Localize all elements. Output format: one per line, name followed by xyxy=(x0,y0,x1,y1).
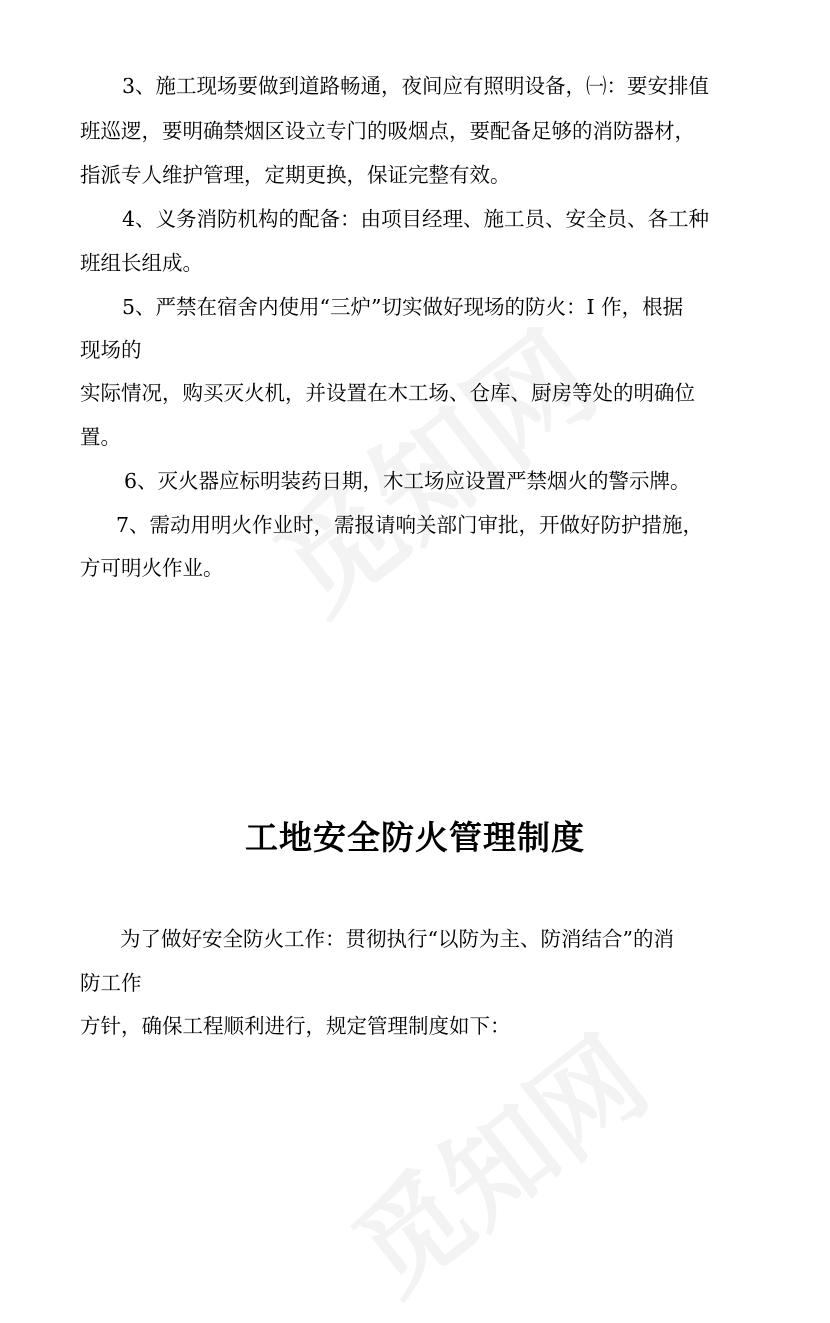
paragraph-line: 方可明火作业。 xyxy=(80,556,224,580)
paragraph-line: 实际情况，购买灭火机，并设置在木工场、仓库、厨房等处的明确位 xyxy=(80,381,695,405)
paragraph-line: 班巡逻，要明确禁烟区设立专门的吸烟点，要配备足够的消防器材， xyxy=(80,119,695,143)
paragraph-line: 防工作 xyxy=(80,971,142,995)
paragraph-line: 班组长组成。 xyxy=(80,251,203,275)
paragraph-line: 现场的 xyxy=(80,338,142,362)
paragraph-line: 5、严禁在宿舍内使用“三炉”切实做好现场的防火：I 作，根据 xyxy=(122,295,684,319)
document-title: 工地安全防火管理制度 xyxy=(245,818,585,857)
paragraph-line: 6、灭火器应标明装药日期，木工场应设置严禁烟火的警示牌。 xyxy=(124,469,691,493)
paragraph-line: 指派专人维护管理，定期更换，保证完整有效。 xyxy=(80,163,511,187)
paragraph-line: 方针，确保工程顺利进行，规定管理制度如下： xyxy=(80,1014,511,1038)
paragraph-line: 置。 xyxy=(80,425,121,449)
paragraph-line: 4、义务消防机构的配备：由项目经理、施工员、安全员、各工种 xyxy=(122,207,710,231)
watermark-bottom xyxy=(316,995,673,1323)
paragraph-line: 7、需动用明火作业时，需报请响关部门审批，开做好防护措施， xyxy=(116,513,704,537)
paragraph-line: 为了做好安全防火工作：贯彻执行“以防为主、防消结合”的消 xyxy=(120,927,674,951)
paragraph-line: 3、施工现场要做到道路畅通，夜间应有照明设备，㈠：要安排值 xyxy=(122,74,710,98)
